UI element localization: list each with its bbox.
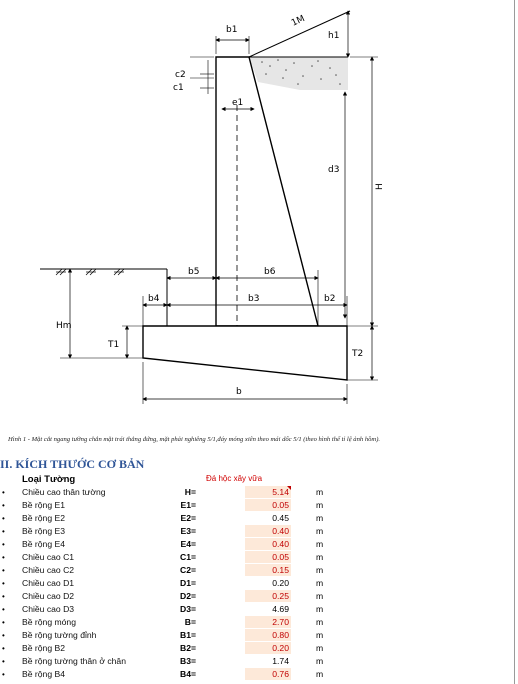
row-unit: m (316, 513, 324, 523)
row-symbol: B3= (179, 656, 196, 666)
row-label: Bề rộng tường thân ở chân (22, 656, 126, 666)
row-value-cell[interactable]: 0.25 (245, 590, 291, 602)
row-unit: m (316, 552, 324, 562)
bullet-icon: • (2, 605, 5, 614)
row-value-cell[interactable]: 4.69 (245, 603, 291, 615)
table-row (0, 577, 514, 590)
row-unit: m (316, 604, 324, 614)
row-label: Bề rộng E2 (22, 513, 65, 523)
row-unit: m (316, 539, 324, 549)
row-symbol: D3= (179, 604, 196, 614)
label-b5: b5 (188, 267, 200, 277)
wall-footing (143, 326, 347, 380)
label-b: b (236, 387, 242, 397)
label-b1: b1 (226, 25, 238, 35)
dimension-table (0, 486, 514, 681)
bullet-icon: • (2, 631, 5, 640)
row-unit: m (316, 565, 324, 575)
row-label: Chiều cao C2 (22, 565, 75, 575)
bullet-icon: • (2, 527, 5, 536)
row-label: Bề rộng E1 (22, 500, 65, 510)
row-value-cell[interactable]: 0.40 (245, 538, 291, 550)
row-unit: m (316, 617, 324, 627)
row-unit: m (316, 591, 324, 601)
row-unit: m (316, 643, 324, 653)
table-row (0, 551, 514, 564)
ground-hatch (56, 269, 124, 275)
row-symbol: B1= (179, 630, 196, 640)
comment-indicator[interactable] (287, 486, 291, 490)
row-label: Bề rộng E3 (22, 526, 65, 536)
table-row (0, 616, 514, 629)
row-value-cell[interactable]: 2.70 (245, 616, 291, 628)
bullet-icon: • (2, 657, 5, 666)
bullet-icon: • (2, 514, 5, 523)
row-label: Chiều cao D3 (22, 604, 75, 614)
row-symbol: D2= (179, 591, 196, 601)
bullet-icon: • (2, 644, 5, 653)
figure-caption: Hình 1 - Mặt cắt ngang tường chắn mặt trái thẳng đứng, mặt phải nghiêng 5/1,đáy móng xiên theo mái dốc 5/1 (theo hình thể tỉ lệ ảnh hồm). (8, 436, 381, 443)
row-label: Chiều cao thân tường (22, 487, 106, 497)
table-row (0, 538, 514, 551)
row-symbol: E4= (180, 539, 196, 549)
row-label: Chiều cao D2 (22, 591, 75, 601)
table-row (0, 642, 514, 655)
row-value-cell[interactable]: 0.76 (245, 668, 291, 680)
label-H: H (375, 183, 385, 190)
row-symbol: E2= (180, 513, 196, 523)
row-unit: m (316, 656, 324, 666)
bullet-icon: • (2, 670, 5, 679)
row-symbol: B= (184, 617, 196, 627)
row-value-cell[interactable]: 0.05 (245, 499, 291, 511)
table-row (0, 603, 514, 616)
label-h1: h1 (328, 31, 340, 41)
row-symbol: D1= (179, 578, 196, 588)
bullet-icon: • (2, 553, 5, 562)
row-symbol: C1= (179, 552, 196, 562)
row-value-cell[interactable]: 0.05 (245, 551, 291, 563)
label-e1: e1 (232, 98, 244, 108)
table-row (0, 668, 514, 681)
row-label: Chiều cao D1 (22, 578, 75, 588)
row-unit: m (316, 500, 324, 510)
row-label: Chiều cao C1 (22, 552, 75, 562)
row-symbol: E3= (180, 526, 196, 536)
row-value-cell[interactable]: 0.40 (245, 525, 291, 537)
bullet-icon: • (2, 579, 5, 588)
table-row (0, 655, 514, 668)
label-T1: T1 (108, 340, 120, 350)
row-label: Bề rộng E4 (22, 539, 65, 549)
row-label: Bề rộng B2 (22, 643, 65, 653)
table-row (0, 499, 514, 512)
table-row (0, 590, 514, 603)
label-Hm: Hm (56, 321, 72, 331)
table-row (0, 525, 514, 538)
row-unit: m (316, 630, 324, 640)
backfill-soil (249, 57, 348, 90)
row-label: Bề rộng móng (22, 617, 76, 627)
label-b2: b2 (324, 294, 336, 304)
row-value-cell[interactable]: 0.20 (245, 642, 291, 654)
row-label: Bề rộng B4 (22, 669, 65, 679)
material-note[interactable]: Đá hộc xây vữa (206, 474, 263, 483)
row-symbol: B2= (179, 643, 196, 653)
row-value-cell[interactable]: 0.45 (245, 512, 291, 524)
row-value-cell[interactable]: 0.20 (245, 577, 291, 589)
table-row (0, 629, 514, 642)
row-symbol: H= (184, 487, 196, 497)
row-unit: m (316, 526, 324, 536)
row-unit: m (316, 487, 324, 497)
row-value-cell[interactable]: 0.80 (245, 629, 291, 641)
row-unit: m (316, 669, 324, 679)
label-c1: c1 (173, 83, 184, 93)
label-slope: 1M (290, 13, 307, 29)
label-b4: b4 (148, 294, 160, 304)
label-d3: d3 (328, 165, 340, 175)
bullet-icon: • (2, 566, 5, 575)
section-title: II. KÍCH THƯỚC CƠ BẢN (0, 457, 145, 471)
row-symbol: C2= (179, 565, 196, 575)
row-symbol: E1= (180, 500, 196, 510)
table-row (0, 512, 514, 525)
label-c2: c2 (175, 70, 186, 80)
label-T2: T2 (352, 349, 364, 359)
column-header: Loại Tường (22, 474, 76, 485)
row-value-cell[interactable]: 1.74 (245, 655, 291, 667)
label-b6: b6 (264, 267, 276, 277)
row-value-cell[interactable]: 0.15 (245, 564, 291, 576)
bullet-icon: • (2, 540, 5, 549)
row-unit: m (316, 578, 324, 588)
table-row (0, 564, 514, 577)
row-value-cell[interactable]: 5.14 (245, 486, 291, 498)
sheet-right-border (514, 0, 515, 684)
bullet-icon: • (2, 501, 5, 510)
label-b3: b3 (248, 294, 260, 304)
row-symbol: B4= (179, 669, 196, 679)
table-row (0, 486, 514, 499)
bullet-icon: • (2, 488, 5, 497)
row-label: Bề rộng tường đỉnh (22, 630, 97, 640)
bullet-icon: • (2, 618, 5, 627)
bullet-icon: • (2, 592, 5, 601)
